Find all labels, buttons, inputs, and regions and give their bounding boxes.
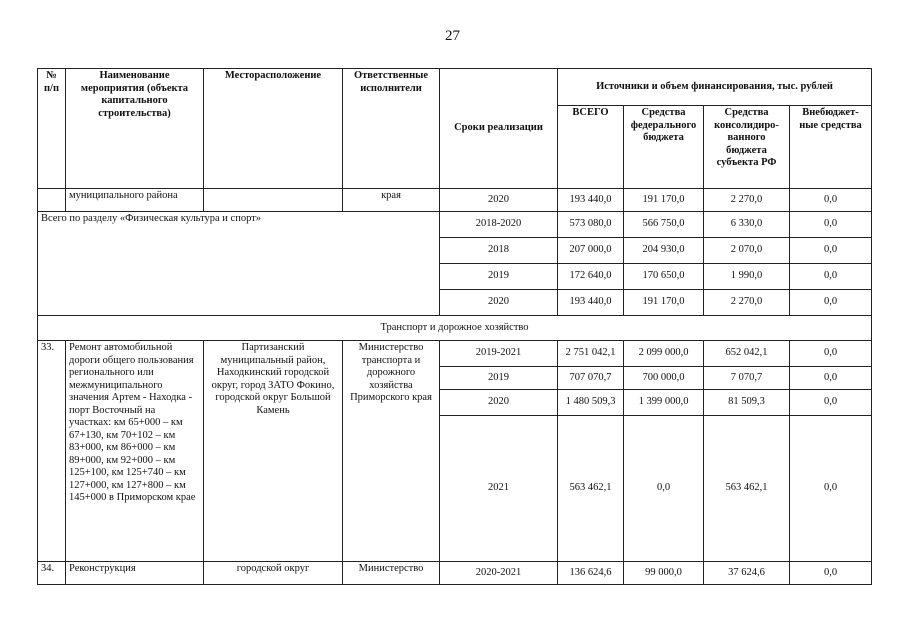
cell-total: 207 000,0 [558, 238, 624, 264]
cell-federal: 566 750,0 [624, 212, 704, 238]
cell-total: 193 440,0 [558, 290, 624, 316]
cell-num: 33. [38, 341, 66, 562]
cell-year: 2019 [440, 264, 558, 290]
cell-consolidated: 2 270,0 [704, 189, 790, 212]
cell-extra: 0,0 [790, 416, 872, 562]
cell-federal: 204 930,0 [624, 238, 704, 264]
page-number: 27 [445, 28, 460, 44]
cell-name: Реконструкция [66, 562, 204, 585]
header-num: № п/п [38, 69, 66, 189]
cell-responsible: края [343, 189, 440, 212]
table-row [38, 341, 872, 367]
cell-federal: 1 399 000,0 [624, 390, 704, 416]
cell-federal: 0,0 [624, 416, 704, 562]
header-federal: Средства федерального бюджета [624, 106, 704, 189]
cell-extra: 0,0 [790, 390, 872, 416]
header-total: ВСЕГО [558, 106, 624, 189]
cell-extra: 0,0 [790, 290, 872, 316]
header-financing: Источники и объем финансирования, тыс. рублей [558, 69, 872, 106]
cell-federal: 2 099 000,0 [624, 341, 704, 367]
cell-location: Партизанский муниципальный район, Находкинский городской округ, город ЗАТО Фокино, городской округ Большой Камень [204, 341, 343, 562]
table-row [38, 562, 872, 585]
cell-location: городской округ [204, 562, 343, 585]
cell-consolidated: 81 509,3 [704, 390, 790, 416]
cell-location [204, 189, 343, 212]
cell-name: Ремонт автомобильной дороги общего пользования регионального или межмуниципального значения Артем - Находка - порт Восточный на участках: км 65+000 – км 67+130, км 70+102 – км 83+000, км 86+000 – км 89+000, км 92+000 – км 125+100, км 125+740 – км 127+000, км 127+800 – км 145+000 в Приморском крае [66, 341, 204, 562]
header-period: Сроки реализации [440, 69, 558, 189]
cell-federal: 191 170,0 [624, 189, 704, 212]
cell-responsible: Министерство транспорта и дорожного хозяйства Приморского края [343, 341, 440, 562]
section-total-label: Всего по разделу «Физическая культура и спорт» [38, 212, 440, 316]
cell-year: 2020-2021 [440, 562, 558, 585]
cell-consolidated: 2 270,0 [704, 290, 790, 316]
cell-year: 2021 [440, 416, 558, 562]
section-title-row [38, 316, 872, 341]
cell-consolidated: 7 070,7 [704, 367, 790, 390]
cell-total: 193 440,0 [558, 189, 624, 212]
cell-num [38, 189, 66, 212]
header-name: Наименование мероприятия (объекта капитального строительства) [66, 69, 204, 189]
cell-total: 2 751 042,1 [558, 341, 624, 367]
header-row [38, 69, 872, 106]
cell-federal: 99 000,0 [624, 562, 704, 585]
financing-table [37, 68, 872, 585]
cell-federal: 700 000,0 [624, 367, 704, 390]
cell-consolidated: 2 070,0 [704, 238, 790, 264]
cell-total: 563 462,1 [558, 416, 624, 562]
cell-total: 573 080,0 [558, 212, 624, 238]
cell-year: 2018 [440, 238, 558, 264]
cell-consolidated: 652 042,1 [704, 341, 790, 367]
cell-consolidated: 6 330,0 [704, 212, 790, 238]
cell-federal: 191 170,0 [624, 290, 704, 316]
header-consolidated: Средства консолидиро-ванного бюджета субъекта РФ [704, 106, 790, 189]
cell-year: 2019 [440, 367, 558, 390]
cell-year: 2019-2021 [440, 341, 558, 367]
cell-extra: 0,0 [790, 264, 872, 290]
cell-responsible: Министерство [343, 562, 440, 585]
table-row [38, 212, 872, 238]
cell-year: 2018-2020 [440, 212, 558, 238]
cell-year: 2020 [440, 189, 558, 212]
header-location: Месторасположение [204, 69, 343, 189]
header-extra: Внебюджет-ные средства [790, 106, 872, 189]
cell-extra: 0,0 [790, 212, 872, 238]
cell-year: 2020 [440, 390, 558, 416]
cell-consolidated: 37 624,6 [704, 562, 790, 585]
cell-extra: 0,0 [790, 189, 872, 212]
cell-total: 707 070,7 [558, 367, 624, 390]
cell-total: 1 480 509,3 [558, 390, 624, 416]
section-title: Транспорт и дорожное хозяйство [38, 316, 872, 341]
cell-num: 34. [38, 562, 66, 585]
cell-consolidated: 1 990,0 [704, 264, 790, 290]
cell-extra: 0,0 [790, 562, 872, 585]
cell-total: 172 640,0 [558, 264, 624, 290]
table-row [38, 189, 872, 212]
header-responsible: Ответственные исполнители [343, 69, 440, 189]
cell-federal: 170 650,0 [624, 264, 704, 290]
cell-total: 136 624,6 [558, 562, 624, 585]
cell-consolidated: 563 462,1 [704, 416, 790, 562]
cell-extra: 0,0 [790, 238, 872, 264]
cell-year: 2020 [440, 290, 558, 316]
cell-name: муниципального района [66, 189, 204, 212]
cell-extra: 0,0 [790, 367, 872, 390]
cell-extra: 0,0 [790, 341, 872, 367]
